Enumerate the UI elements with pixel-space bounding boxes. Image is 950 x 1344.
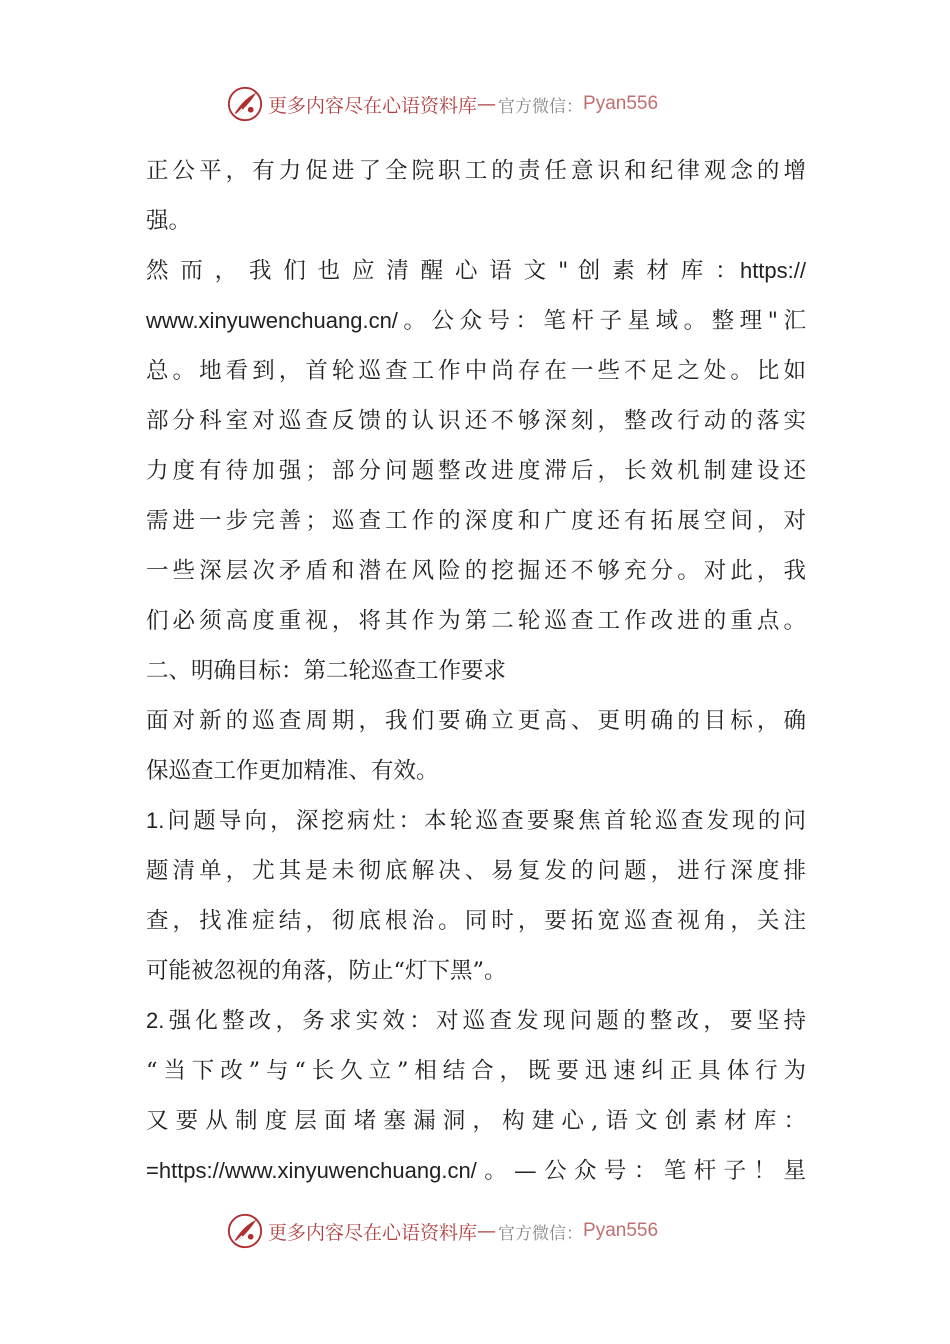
- line-text: 。—公众号：笔杆子！星: [476, 1158, 806, 1184]
- text-line: [146, 146, 806, 196]
- line-text: 面对新的巡查周期，我们要确立更高、更明确的目标，确: [146, 708, 806, 734]
- footer-banner: [226, 1211, 658, 1251]
- line-text: 查，找准症结，彻底根治。同时，要拓宽巡查视角，关注: [146, 908, 806, 934]
- quill-logo-icon: [226, 1212, 264, 1250]
- line-text: 然 而 ， 我 们 也 应 清 醒 心 语 文 " 创 素 材 库 ：: [146, 258, 740, 284]
- text-line: [146, 746, 806, 796]
- line-text: 强。: [146, 208, 192, 234]
- footer-wechat-id: Pyan556: [583, 1220, 659, 1241]
- latin-text: https://: [739, 258, 806, 283]
- text-line: [146, 1046, 806, 1096]
- quill-logo-icon: [226, 85, 264, 123]
- line-text: 们必须高度重视，将其作为第二轮巡查工作改进的重点。: [146, 608, 806, 634]
- header-wechat-id: Pyan556: [583, 93, 659, 114]
- text-line: [146, 596, 806, 646]
- header-separator: —: [477, 93, 497, 115]
- footer-brand: 更多内容尽在心语资料库: [268, 1221, 478, 1244]
- text-line: [146, 246, 806, 296]
- line-text: 正公平，有力促进了全院职工的责任意识和纪律观念的增: [146, 158, 806, 184]
- line-text: 二、明确目标：第二轮巡查工作要求: [146, 658, 507, 684]
- line-text: 。公众号：笔杆子星域。整理"汇: [397, 308, 806, 334]
- header-brand: 更多内容尽在心语资料库: [268, 94, 478, 117]
- latin-text: 1.: [146, 808, 165, 833]
- text-line: [146, 946, 806, 996]
- text-line: [146, 846, 806, 896]
- latin-text: www.xinyuwenchuang.cn/: [146, 308, 398, 333]
- line-text: 强化整改，务求实效：对巡查发现问题的整改，要坚持: [164, 1008, 806, 1034]
- text-line: [146, 896, 806, 946]
- text-line: [146, 796, 806, 846]
- text-line: [146, 496, 806, 546]
- footer-wechat-label: 官方微信：: [498, 1223, 584, 1244]
- text-line: [146, 696, 806, 746]
- line-text: 需进一步完善；巡查工作的深度和广度还有拓展空间，对: [146, 508, 806, 534]
- line-text: 部分科室对巡查反馈的认识还不够深刻，整改行动的落实: [146, 408, 806, 434]
- text-line: [146, 446, 806, 496]
- line-text: 一些深层次矛盾和潜在风险的挖掘还不够充分。对此，我: [146, 558, 806, 584]
- text-line: [146, 1096, 806, 1146]
- line-text: 问题导向，深挖病灶：本轮巡查要聚焦首轮巡查发现的问: [164, 808, 806, 834]
- line-text: 力度有待加强；部分问题整改进度滞后，长效机制建设还: [146, 458, 806, 484]
- line-text: 题清单，尤其是未彻底解决、易复发的问题，进行深度排: [146, 858, 806, 884]
- text-line: [146, 396, 806, 446]
- line-text: 可能被忽视的角落，防止“灯下黑”。: [146, 958, 507, 984]
- text-line: [146, 546, 806, 596]
- text-line: [146, 996, 806, 1046]
- text-line: [146, 196, 806, 246]
- latin-text: 2.: [146, 1008, 165, 1033]
- header-wechat-label: 官方微信：: [498, 96, 584, 117]
- line-text: 又要从制度层面堵塞漏洞，构建心,语文创素材库：: [146, 1108, 806, 1134]
- latin-text: =https://www.xinyuwenchuang.cn/: [146, 1158, 477, 1183]
- text-line: [146, 1146, 806, 1196]
- text-line: [146, 296, 806, 346]
- header-banner: [226, 84, 658, 124]
- line-text: “当下改”与“长久立”相结合，既要迅速纠正具体行为: [146, 1058, 806, 1084]
- document-body: [146, 146, 806, 1196]
- line-text: 总。地看到，首轮巡查工作中尚存在一些不足之处。比如: [146, 358, 806, 384]
- text-line: [146, 346, 806, 396]
- text-line: [146, 646, 806, 696]
- footer-separator: —: [477, 1220, 497, 1242]
- line-text: 保巡查工作更加精准、有效。: [146, 758, 439, 784]
